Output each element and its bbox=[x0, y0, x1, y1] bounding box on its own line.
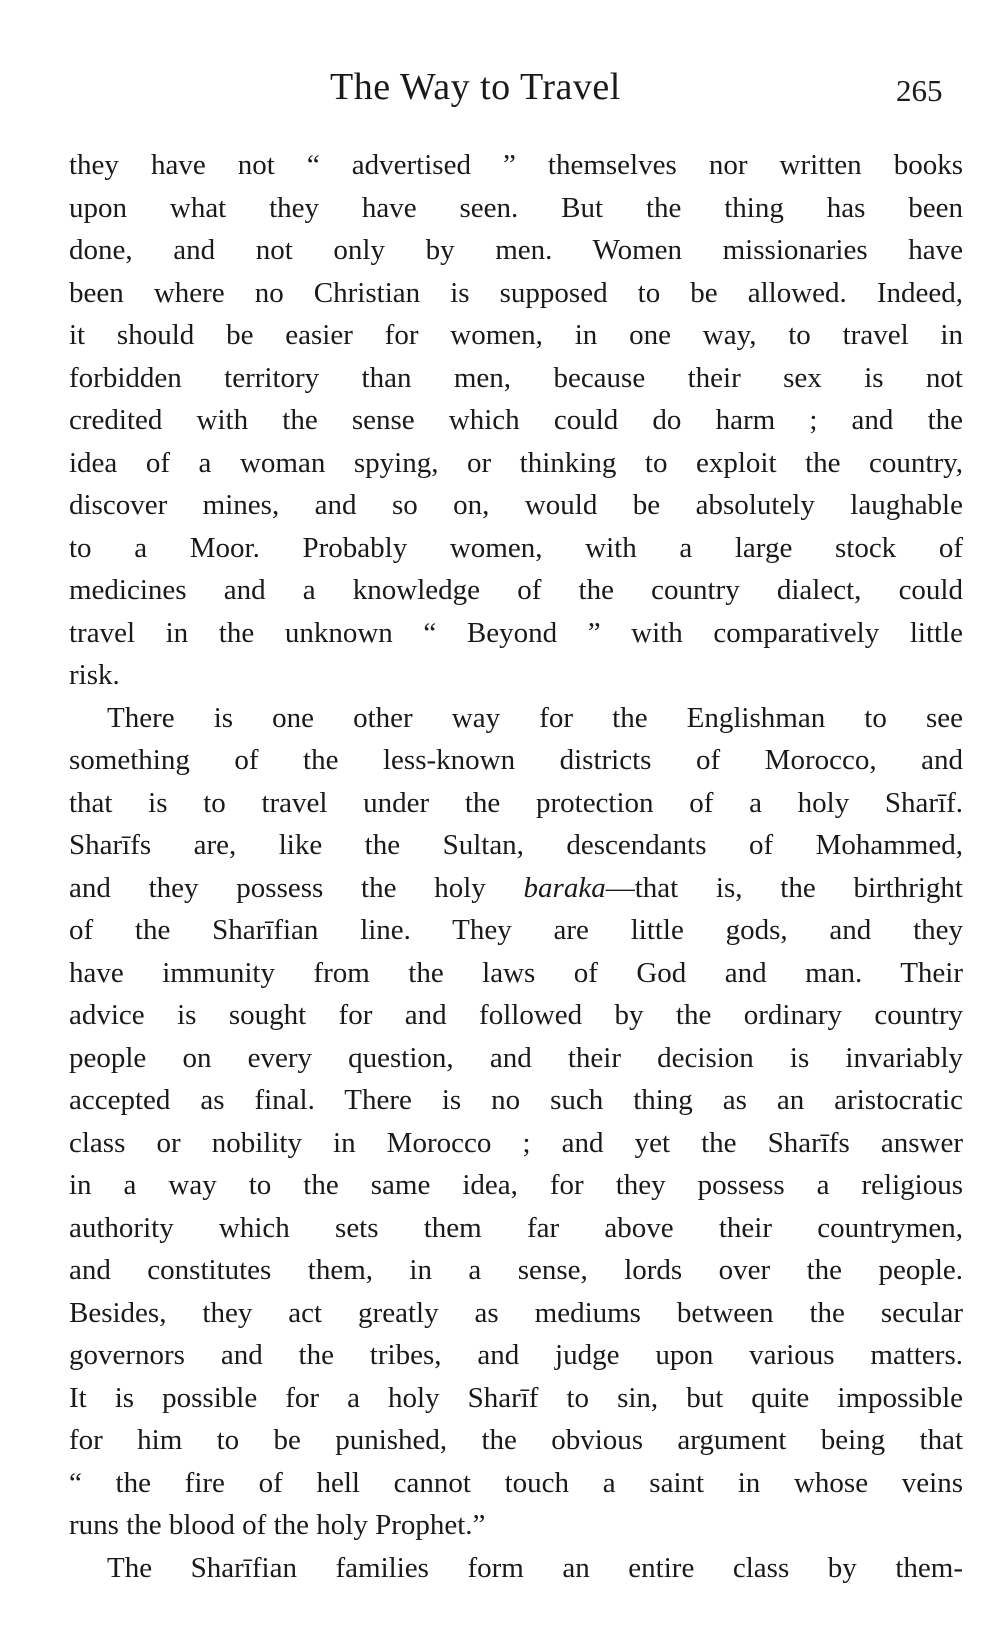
text-line: advice is sought for and followed by the ordinary country bbox=[69, 999, 963, 1031]
text-line: It is possible for a holy Sharīf to sin, but quite impossible bbox=[69, 1381, 963, 1414]
text-line: runs the blood of the holy Prophet.” bbox=[69, 1509, 486, 1541]
text-line: and constitutes them, in a sense, lords over the people. bbox=[69, 1254, 963, 1286]
text-line: Besides, they act greatly as mediums between the secular bbox=[69, 1296, 963, 1329]
page-number: 265 bbox=[896, 73, 943, 108]
text-line: authority which sets them far above their countrymen, bbox=[69, 1211, 963, 1244]
text-line: idea of a woman spying, or thinking to exploit the country, bbox=[69, 446, 963, 479]
text-line: forbidden territory than men, because their sex is not bbox=[69, 361, 963, 394]
text-line: upon what they have seen. But the thing has been bbox=[69, 191, 963, 224]
italic-term: baraka bbox=[523, 871, 606, 904]
text-line: The Sharīfian families form an entire class by them- bbox=[107, 1551, 963, 1584]
text-line: in a way to the same idea, for they possess a religious bbox=[69, 1169, 963, 1201]
text-line: Sharīfs are, like the Sultan, descendants of Mohammed, bbox=[69, 829, 963, 861]
text-line: they have not “ advertised ” themselves nor written books bbox=[69, 149, 963, 181]
body-text bbox=[69, 144, 963, 1589]
text-line: for him to be punished, the obvious argument being that bbox=[69, 1424, 963, 1456]
text-line: have immunity from the laws of God and man. Their bbox=[69, 956, 963, 989]
text-line: something of the less-known districts of Morocco, and bbox=[69, 744, 963, 776]
text-line: There is one other way for the Englishman to see bbox=[107, 701, 963, 734]
running-title: The Way to Travel bbox=[330, 66, 621, 108]
text-line: credited with the sense which could do harm ; and the bbox=[69, 404, 963, 436]
text-line: it should be easier for women, in one way, to travel in bbox=[69, 319, 963, 351]
running-head bbox=[0, 62, 1000, 112]
text-line: governors and the tribes, and judge upon various matters. bbox=[69, 1339, 963, 1371]
text-line-mixed bbox=[69, 867, 963, 910]
text-segment: —that is, the birthright bbox=[605, 871, 963, 904]
text-line: accepted as final. There is no such thing as an aristocratic bbox=[69, 1084, 963, 1116]
text-line: to a Moor. Probably women, with a large stock of bbox=[69, 531, 963, 564]
text-line: that is to travel under the protection of a holy Sharīf. bbox=[69, 786, 963, 819]
text-line: done, and not only by men. Women missionaries have bbox=[69, 234, 963, 266]
text-segment: and they possess the holy bbox=[69, 871, 524, 904]
text-line: travel in the unknown “ Beyond ” with comparatively little bbox=[69, 616, 963, 649]
text-line: of the Sharīfian line. They are little gods, and they bbox=[69, 914, 963, 946]
text-line: medicines and a knowledge of the country dialect, could bbox=[69, 574, 963, 606]
text-line: “ the fire of hell cannot touch a saint in whose veins bbox=[69, 1466, 963, 1499]
text-line: been where no Christian is supposed to be allowed. Indeed, bbox=[69, 276, 963, 309]
text-line: class or nobility in Morocco ; and yet the Sharīfs answer bbox=[69, 1126, 963, 1159]
text-line: discover mines, and so on, would be absolutely laughable bbox=[69, 489, 963, 521]
text-line: risk. bbox=[69, 659, 120, 691]
text-line: people on every question, and their decision is invariably bbox=[69, 1041, 963, 1074]
